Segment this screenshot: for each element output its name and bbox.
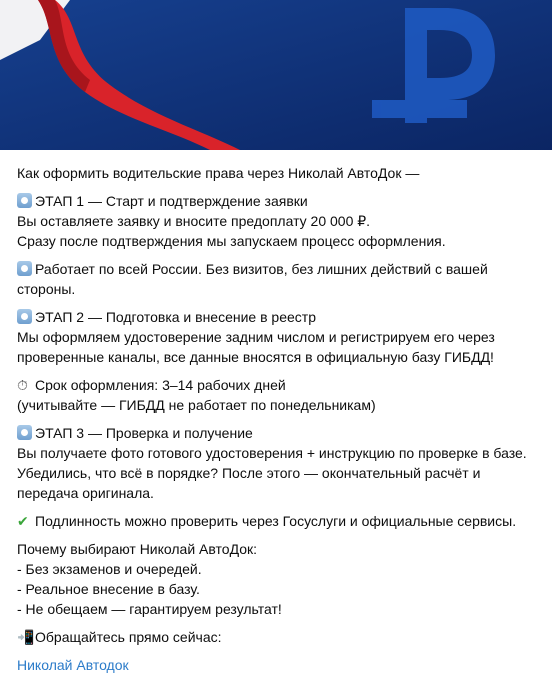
auth-text: Подлинность можно проверить через Госуслуги и официальные сервисы. [35,513,517,529]
check-mark-icon: ✔ [17,513,29,529]
why-title: Почему выбирают Николай АвтоДок: [17,541,258,557]
post-intro: Как оформить водительские права через Николай АвтоДок — [17,165,420,181]
stage-1-line-1: Вы оставляете заявку и вносите предоплату 20 000 ₽. [17,213,371,229]
contact-block [17,627,536,647]
contact-text: Обращайтесь прямо сейчас: [35,629,222,645]
phone-arrow-icon: 📲 [17,629,35,645]
stage-2-block [17,307,536,367]
stage-2-line-1: Мы оформляем удостоверение задним числом и регистрируем его через [17,329,495,345]
term-block [17,375,536,415]
why-block [17,539,536,619]
term-line-1: (учитывайте — ГИБДД не работает по понедельникам) [17,397,376,413]
post-banner-image[interactable] [0,0,552,150]
stage-2-line-2: проверенные каналы, все данные вносятся в официальную базу ГИБДД! [17,349,494,365]
russia-line-1: Работает по всей России. Без визитов, без лишних действий с вашей [35,261,488,277]
stage-3-line-2: Убедились, что всё в порядке? После этого — окончательный расчёт и [17,465,481,481]
stage-1-block [17,191,536,251]
record-button-icon [17,261,32,276]
why-item: - Не обещаем — гарантируем результат! [17,601,282,617]
channel-link[interactable]: Николай Автодок [17,657,129,673]
stage-1-line-2: Сразу после подтверждения мы запускаем процесс оформления. [17,233,446,249]
record-button-icon [17,193,32,208]
stopwatch-icon: ⏱ [17,377,28,393]
why-item: - Без экзаменов и очередей. [17,561,202,577]
stage-1-title: ЭТАП 1 — Старт и подтверждение заявки [35,193,308,209]
term-title: Срок оформления: 3–14 рабочих дней [35,377,286,393]
stage-2-title: ЭТАП 2 — Подготовка и внесение в реестр [35,309,316,325]
stage-3-block [17,423,536,503]
stage-3-line-3: передача оригинала. [17,485,154,501]
stage-3-title: ЭТАП 3 — Проверка и получение [35,425,253,441]
auth-block [17,511,536,531]
russia-line-2: стороны. [17,281,76,297]
russia-block [17,259,536,299]
stage-3-line-1: Вы получаете фото готового удостоверения + инструкцию по проверке в базе. [17,445,527,461]
record-button-icon [17,309,32,324]
post-text [0,150,552,675]
why-item: - Реальное внесение в базу. [17,581,200,597]
record-button-icon [17,425,32,440]
